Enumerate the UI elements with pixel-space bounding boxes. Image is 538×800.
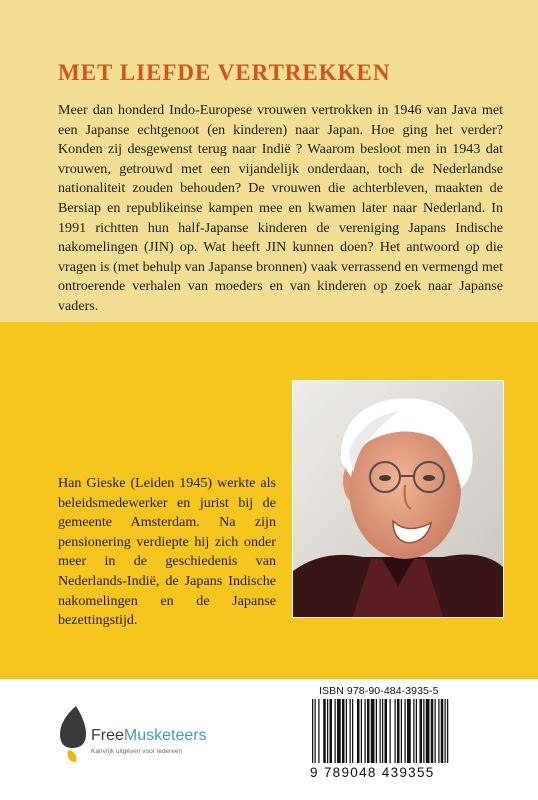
author-photo [292,380,504,618]
barcode-bar [423,699,424,763]
barcode-bar [312,699,313,763]
barcode-bar [342,699,345,763]
barcode-bar [431,699,434,763]
barcode-bar [346,699,347,763]
barcode-bar [327,699,328,763]
barcode-bar [441,699,444,763]
barcode-bar [426,699,430,763]
isbn-label: ISBN 978-90-484-3935-5 [319,685,439,697]
barcode-bar [405,699,406,763]
barcode-bar [416,699,417,763]
publisher-name-musketeers: Musketeers [123,727,207,744]
publisher-logo [56,700,256,780]
author-bio: Han Gieske (Leiden 1945) werkte als beleidsmedewerker en jurist bij de gemeente Amsterdam. Na zijn pensionering verdiepte hij zich onder meer in de geschiedenis van Nederlands-Indië, de Japans Indische nakomelingen en de Japanse bezettingstijd. [58,475,276,629]
barcode-bar [401,699,402,763]
publisher-name-free: Free [91,727,124,744]
book-title: MET LIEFDE VERTREKKEN [58,60,391,85]
barcode-bar [323,699,326,763]
barcode-bar [420,699,423,763]
barcode-bar [361,699,362,763]
barcode-bar [385,699,388,763]
publisher-drop-icon [56,700,92,766]
barcode-bar [357,699,360,763]
publisher-tagline: Kanvrijk uitgeven voor iedereen [91,748,183,755]
barcode-bar [382,699,383,763]
publisher-name [91,727,207,745]
barcode-bar [413,699,414,763]
isbn-digits: 9 789048 439355 [310,765,435,780]
barcode-bar [367,699,370,763]
barcode-bar [397,699,400,763]
barcode-bar [318,699,319,763]
barcode-bar [371,699,375,763]
blurb-text: Meer dan honderd Indo-Europese vrouwen vertrokken in 1946 van Java met een Japanse echtgenoot (en kinderen) naar Japan. Hoe ging het verder? Konden zij desgewenst terug naar Indië ? Waarom besloot men in 1943 dat vrouwen, getrouwd met een vijandelijk onderdaan, toch de Nederlandse nationaliteit zouden behouden? De vrouwen die achterbleven, maakten de Bersiap en republikeinse kampen mee en kwamen later naar Nederland. In 1991 richtten hun half-Japanse kinderen de vereniging Japans Indische nakomelingen (JIN) op. Wat heeft JIN kunnen doen? Het antwoord op die vragen is (met behulp van Japanse bronnen) vaak verrassend en vermengd met ontroerende verhalen van moeders en van kinderen op zoek naar Japanse vaders. [58,102,503,314]
barcode-bar [330,699,333,763]
barcode-bar [380,699,381,763]
barcode-bar [335,699,336,763]
barcode-bar [395,699,396,763]
barcode-bar [350,699,351,763]
barcode-bar [352,699,353,763]
barcode-bar [447,699,448,763]
barcode-bar [315,699,316,763]
barcode-bar [445,699,446,763]
barcode-bar [438,699,439,763]
barcode-bar [407,699,411,763]
barcode-bar [435,699,436,763]
barcode-bar [376,699,377,763]
barcode-bar [365,699,366,763]
barcode-bar [390,699,391,763]
barcode-bar [337,699,341,763]
barcode [310,699,502,765]
